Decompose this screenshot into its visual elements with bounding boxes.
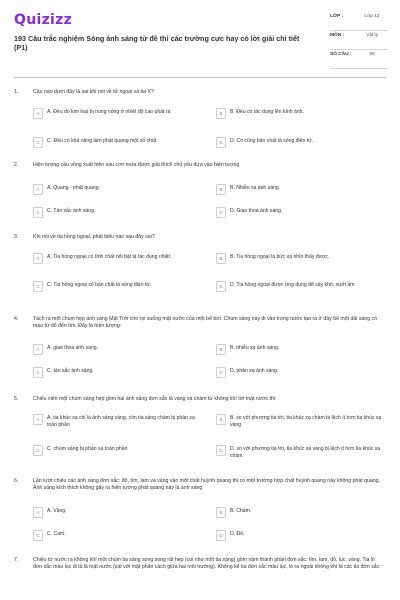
option-key-box: C <box>33 207 43 218</box>
option-c[interactable] <box>33 281 198 292</box>
meta-row-class <box>330 12 388 31</box>
option-text: C. Đều có khả năng làm phát quang một số chất. <box>47 138 158 144</box>
logo-text: Quizizz <box>14 12 73 28</box>
option-key-box: C <box>33 530 43 541</box>
meta-label: LỚP : <box>330 14 344 19</box>
option-key-box: B <box>216 414 226 425</box>
option-c[interactable] <box>33 207 198 218</box>
option-text: D. phản xạ ánh sáng. <box>230 368 279 374</box>
quizizz-logo[interactable] <box>14 13 72 27</box>
option-text: D. Đỏ. <box>230 531 245 537</box>
option-text: D. Tia hồng ngoại được ứng dụng để sấy khô, sưởi ấm <box>230 282 355 288</box>
option-text: B. Tia hồng ngoại là bức xạ nhìn thấy được. <box>230 254 330 260</box>
option-text: C. tán sắc ánh sáng. <box>47 368 94 374</box>
question-text: Lần lượt chiếu các ánh sáng đơn sắc: đỏ, tím, lam và vàng vào một chất huỳnh quang thì có một trường hợp chất huỳnh quang này không phát quang. Ánh sáng kích thích không gây ra hiện tượng phát quang này là ánh sáng <box>33 478 381 491</box>
option-a[interactable] <box>33 507 198 518</box>
option-key-box: D <box>216 281 226 292</box>
header-divider <box>14 77 386 78</box>
option-text: B. Đều có tác dụng lên kính ảnh. <box>230 109 304 115</box>
option-key-box: C <box>33 137 43 148</box>
worksheet-meta <box>330 12 388 69</box>
option-key-box: C <box>33 367 43 378</box>
option-a[interactable] <box>33 108 198 119</box>
option-text: B. Chàm. <box>230 508 252 514</box>
option-text: B. Nhiễu xạ ánh sáng. <box>230 185 281 191</box>
question-3 <box>14 234 386 304</box>
option-a[interactable] <box>33 344 198 355</box>
meta-row-question-count <box>330 50 388 69</box>
option-c[interactable] <box>33 137 198 148</box>
option-c[interactable] <box>33 445 198 456</box>
option-d[interactable] <box>216 530 384 541</box>
question-number: 2. <box>14 162 19 168</box>
question-text: Câu nào dưới đây là sai khi nói về tử ngoại và tia X? <box>33 89 154 95</box>
question-7 <box>14 557 386 597</box>
option-key-box: A <box>33 414 43 425</box>
question-4 <box>14 316 386 388</box>
option-text: B. so với phương tia tới, tia khúc xạ chàm bị lệch ít hơn tia khúc xạ vàng <box>230 415 382 428</box>
option-text: C. Tia hồng ngoại có bản chất là sóng điện từ. <box>47 282 152 288</box>
option-text: D. Giao thoa ánh sáng. <box>230 208 283 214</box>
option-c[interactable] <box>33 367 198 378</box>
meta-row-subject <box>330 31 388 50</box>
option-key-box: B <box>216 108 226 119</box>
option-text: A. Đều do kim loại bị nung nóng ở nhiệt độ cao phát ra <box>47 109 171 115</box>
option-text: B. nhiễu xạ ánh sáng. <box>230 345 280 351</box>
document-title: 193 Câu trắc nghiệm Sóng ánh sáng từ đề thi các trường cực hay có lời giải chi tiết (P1) <box>14 34 300 52</box>
option-key-box: D <box>216 367 226 378</box>
option-text: C. Tán sắc ánh sáng. <box>47 208 96 214</box>
option-d[interactable] <box>216 281 384 292</box>
question-number: 6. <box>14 478 19 484</box>
option-key-box: A <box>33 344 43 355</box>
option-text: A. tia khúc xạ chỉ là ánh sáng vàng, còn tia sáng chàm bị phản xạ toàn phần <box>47 415 195 428</box>
question-number: 4. <box>14 316 19 322</box>
meta-label: SỐ CÂU : <box>330 52 352 57</box>
option-d[interactable] <box>216 445 384 459</box>
option-key-box: A <box>33 108 43 119</box>
question-text: Chiếu từ nước ra không khí một chùm tia sáng song song rất hẹp (coi như một tia sáng) gồm năm thành phần đơn sắc: tím, lam, đỏ, lục, vàng. Tia ló đơn sắc màu lục đi là là mặt nước (sát với mặt phân cách giữa hai môi trường). Không kể tia đơn sắc màu lục, lò ra ngoài không khí là các tia đơn sắc: <box>33 557 381 570</box>
question-number: 3. <box>14 234 19 240</box>
option-key-box: B <box>216 184 226 195</box>
option-d[interactable] <box>216 207 384 218</box>
question-text: Tách ra một chùm hẹp ánh sáng Mặt Trời cho rọi xuống mặt nước của một bể bơi. Chùm sáng này đi vào trong nước tạo ra ở đáy bể một dải sáng có màu từ đỏ đến tím. Đây là hiện tượng: <box>33 316 378 329</box>
question-text: Chiếu xiên một chùm sáng hẹp gồm hai ánh sáng đơn sắc là vàng và chàm từ không khí tới mặt nước thì <box>33 396 276 402</box>
option-d[interactable] <box>216 137 384 148</box>
option-key-box: C <box>33 445 43 456</box>
question-number: 1. <box>14 89 19 95</box>
option-key-box: D <box>216 445 226 456</box>
question-5 <box>14 396 386 472</box>
option-d[interactable] <box>216 367 384 378</box>
option-key-box: A <box>33 253 43 264</box>
option-key-box: D <box>216 207 226 218</box>
option-text: A. Tia hồng ngoại có tính chất nổi bật là tác dụng nhiệt. <box>47 254 172 260</box>
option-key-box: C <box>33 281 43 292</box>
question-6 <box>14 478 386 548</box>
option-key-box: A <box>33 184 43 195</box>
option-key-box: B <box>216 344 226 355</box>
question-1 <box>14 89 386 159</box>
option-text: A. Quang - phát quang. <box>47 185 100 191</box>
option-text: C. chùm sáng bị phản xạ toàn phần <box>47 446 128 452</box>
option-text: C. Cam. <box>47 531 66 537</box>
option-key-box: D <box>216 530 226 541</box>
option-text: A. Vàng. <box>47 508 67 514</box>
option-key-box: A <box>33 507 43 518</box>
option-b[interactable] <box>216 184 384 195</box>
question-number: 7. <box>14 557 19 563</box>
question-2 <box>14 162 386 227</box>
option-text: A. giao thoa ánh sáng. <box>47 345 98 351</box>
meta-value: Lớp 12 <box>364 14 380 19</box>
option-a[interactable] <box>33 184 198 195</box>
meta-value: 50 <box>369 52 375 57</box>
meta-label: MÔN : <box>330 33 345 38</box>
option-b[interactable] <box>216 507 384 518</box>
option-key-box: D <box>216 137 226 148</box>
option-text: D. so với phương tia tới, tia khúc xạ vàng bị lệch ít hơn tia khúc xạ chàm <box>230 446 381 459</box>
meta-value: Vật lý <box>366 33 378 38</box>
option-a[interactable] <box>33 253 198 264</box>
question-text: Khi nói về tia hồng ngoại, phát biểu nào sau đây sai? <box>33 234 155 240</box>
option-b[interactable] <box>216 108 384 119</box>
option-a[interactable] <box>33 414 198 428</box>
option-b[interactable] <box>216 253 384 264</box>
question-text: Hiện tượng cầu vồng xuất hiện sau cơn mưa được giải thích chủ yếu dựa vào hiện tượng <box>33 162 240 168</box>
option-b[interactable] <box>216 414 384 428</box>
option-key-box: B <box>216 507 226 518</box>
option-key-box: B <box>216 253 226 264</box>
question-number: 5. <box>14 396 19 402</box>
option-b[interactable] <box>216 344 384 355</box>
option-c[interactable] <box>33 530 198 541</box>
option-text: D. Có cùng bản chất là sóng điện từ. <box>230 138 313 144</box>
